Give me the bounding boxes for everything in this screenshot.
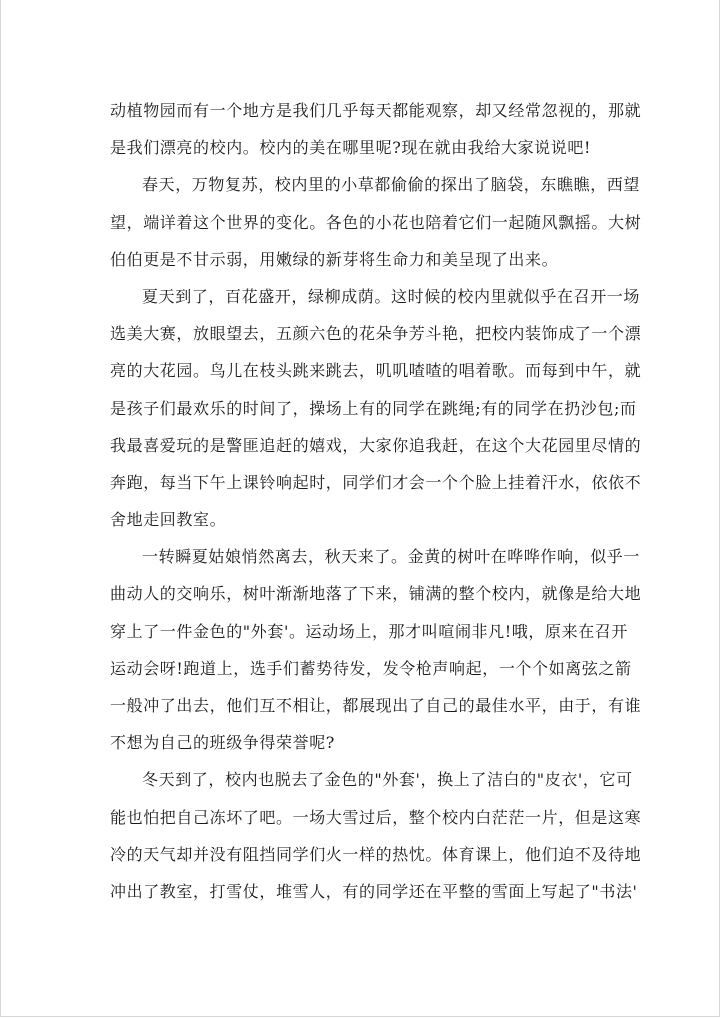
text-line: 能也怕把自己冻坏了吧。一场大雪过后，整个校内白茫茫一片，但是这寒 xyxy=(110,807,642,827)
text-line: 一般冲了出去，他们互不相让，都展现出了自己的最佳水平，由于，有谁 xyxy=(110,696,642,715)
text-line: 舍地走回教室。 xyxy=(110,510,227,530)
text-line: 不想为自己的班级争得荣誉呢? xyxy=(110,733,335,753)
paragraph-spring xyxy=(110,166,642,278)
text-line: 动植物园而有一个地方是我们几乎每天都能观察，却又经常忽视的，那就 xyxy=(110,101,642,120)
text-line: 冬天到了，校内也脱去了金色的"外套'，换上了洁白的"皮衣'，它可 xyxy=(142,770,633,790)
text-line: 伯伯更是不甘示弱，用嫩绿的新芽将生命力和美呈现了出来。 xyxy=(110,249,559,269)
text-line: 望，端详着这个世界的变化。各色的小花也陪着它们一起随风飘摇。大树 xyxy=(110,212,642,232)
text-line: 是我们漂亮的校内。校内的美在哪里呢?现在就由我给大家说说吧! xyxy=(110,138,592,158)
paragraph-winter xyxy=(110,761,642,910)
text-line: 一转瞬夏姑娘悄然离去，秋天来了。金黄的树叶在哗哗作响，似乎一 xyxy=(142,547,641,567)
text-line: 选美大赛，放眼望去，五颜六色的花朵争芳斗艳，把校内装饰成了一个漂 xyxy=(110,324,642,344)
text-line: 冷的天气却并没有阻挡同学们火一样的热忱。体育课上，他们迫不及待地 xyxy=(110,844,642,864)
text-line: 曲动人的交响乐，树叶渐渐地落了下来，铺满的整个校内，就像是给大地 xyxy=(110,584,642,604)
text-line: 亮的大花园。鸟儿在枝头跳来跳去，叽叽喳喳的唱着歌。而每到中午，就 xyxy=(110,361,642,381)
text-line: 春天，万物复苏，校内里的小草都偷偷的探出了脑袋，东瞧瞧，西望 xyxy=(142,175,641,195)
text-line: 奔跑，每当下午上课铃响起时，同学们才会一个个脸上挂着汗水，依依不 xyxy=(110,472,642,492)
text-line: 是孩子们最欢乐的时间了，操场上有的同学在跳绳;有的同学在扔沙包;而 xyxy=(110,398,637,418)
essay-body xyxy=(110,92,642,910)
paragraph-intro xyxy=(110,92,642,166)
text-line: 穿上了一件金色的"外套'。运动场上，那才叫喧闹非凡!哦，原来在召开 xyxy=(110,621,628,641)
text-line: 夏天到了，百花盛开，绿柳成荫。这时候的校内里就似乎在召开一场 xyxy=(142,286,641,306)
text-line: 运动会呀!跑道上，选手们蓄势待发，发令枪声响起，一个个如离弦之箭 xyxy=(110,658,632,678)
paragraph-autumn xyxy=(110,538,642,761)
paragraph-summer xyxy=(110,278,642,538)
text-line: 冲出了教室，打雪仗，堆雪人，有的同学还在平整的雪面上写起了"书法' xyxy=(110,881,638,901)
text-line: 我最喜爱玩的是警匪追赶的嬉戏，大家你追我赶，在这个大花园里尽情的 xyxy=(110,435,642,455)
